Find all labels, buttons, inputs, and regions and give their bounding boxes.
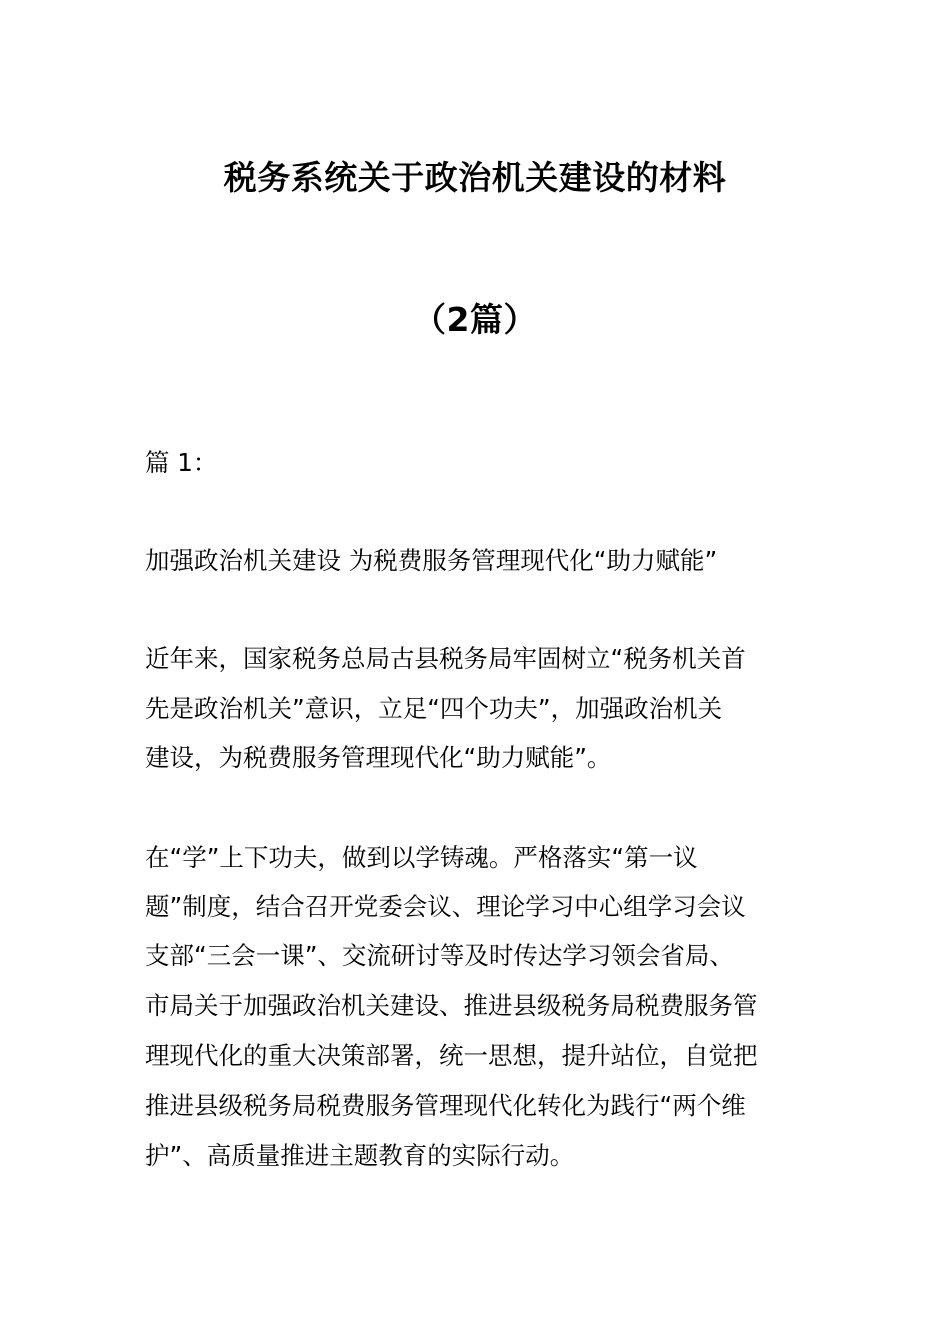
- paragraph-line: 推进县级税务局税费服务管理现代化转化为践行“两个维: [145, 1091, 746, 1120]
- document-title: 税务系统关于政治机关建设的材料: [223, 158, 727, 197]
- paragraph-line: 支部“三会一课”、交流研讨等及时传达学习领会省局、: [145, 941, 734, 970]
- paragraph-line: 理现代化的重大决策部署，统一思想，提升站位，自觉把: [145, 1041, 758, 1070]
- paragraph-line: 题”制度，结合召开党委会议、理论学习中心组学习会议: [145, 892, 746, 921]
- paragraph-line: 先是政治机关”意识，立足“四个功夫”，加强政治机关: [145, 694, 723, 723]
- paragraph-line: 近年来，国家税务总局古县税务局牢固树立“税务机关首: [145, 644, 746, 673]
- paragraph-line: 护”、高质量推进主题教育的实际行动。: [145, 1141, 575, 1170]
- paragraph-line: 建设，为税费服务管理现代化“助力赋能”。: [145, 743, 612, 772]
- paragraph-line: 在“学”上下功夫，做到以学铸魂。严格落实“第一议: [145, 843, 698, 872]
- paragraph-line: 市局关于加强政治机关建设、推进县级税务局税费服务管: [145, 991, 758, 1020]
- article-heading: 加强政治机关建设 为税费服务管理现代化“助力赋能”: [145, 546, 718, 575]
- document-subtitle: （2篇）: [413, 300, 537, 339]
- section-label: 篇 1：: [145, 448, 218, 477]
